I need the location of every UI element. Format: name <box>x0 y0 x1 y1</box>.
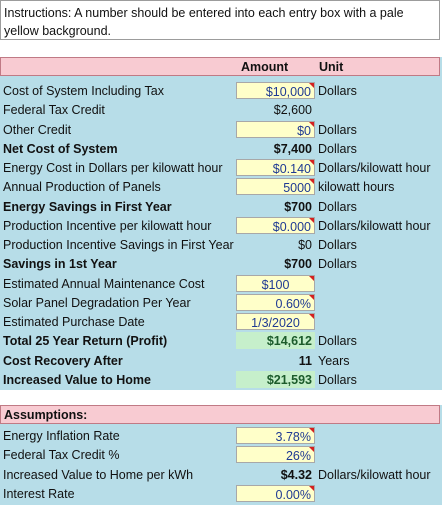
row-label: Interest Rate <box>3 486 75 501</box>
row-label: Energy Cost in Dollars per kilowatt hour <box>3 161 223 175</box>
row-increased-value <box>0 370 442 389</box>
row-other-credit <box>0 120 442 139</box>
row-cost-of-system <box>0 81 442 100</box>
row-unit: kilowatt hours <box>318 180 395 195</box>
production-incentive-input[interactable]: $0.000 <box>236 217 315 234</box>
row-unit: Dollars <box>318 122 357 137</box>
row-degradation <box>0 293 442 312</box>
row-unit: Dollars <box>318 84 357 98</box>
energy-savings-value: $700 <box>284 199 312 214</box>
row-purchase-date <box>0 312 442 331</box>
row-label: Production Incentive Savings in First Year <box>3 238 234 252</box>
calculator-header <box>0 57 440 76</box>
row-production-incentive <box>0 216 442 235</box>
row-maintenance-cost <box>0 274 442 293</box>
amount-header: Amount <box>241 60 289 74</box>
row-unit: Dollars <box>318 334 357 349</box>
row-annual-production <box>0 177 442 196</box>
assumptions-header <box>0 405 440 424</box>
row-unit: Years <box>318 353 350 368</box>
row-unit: Dollars/kilowatt hour <box>318 218 431 233</box>
row-label: Cost of System Including Tax <box>3 84 164 98</box>
row-label: Estimated Purchase Date <box>3 315 145 329</box>
row-unit: Dollars <box>318 141 357 156</box>
federal-tax-credit-value: $2,600 <box>273 103 312 118</box>
instructions-text: Instructions: A number should be entered into each entry box with a pale yellow background. <box>0 0 440 40</box>
row-federal-tax-credit <box>0 100 442 119</box>
row-label: Federal Tax Credit % <box>3 448 120 463</box>
row-federal-tax-percent <box>0 445 442 464</box>
energy-inflation-input[interactable]: 3.78% <box>236 427 315 444</box>
row-energy-inflation <box>0 426 442 445</box>
value-per-kwh-value: $4.32 <box>280 467 312 482</box>
row-savings-first-year <box>0 254 442 273</box>
incentive-savings-value: $0 <box>298 238 312 252</box>
purchase-date-input[interactable]: 1/3/2020 <box>236 313 315 330</box>
row-label: Energy Inflation Rate <box>3 429 120 443</box>
row-cost-recovery <box>0 351 442 370</box>
row-label: Estimated Annual Maintenance Cost <box>3 276 205 291</box>
calculator-panel <box>0 57 442 390</box>
cost-recovery-value: 11 <box>298 353 312 368</box>
row-unit: Dollars/kilowatt hour <box>318 467 431 482</box>
row-label: Annual Production of Panels <box>3 180 161 195</box>
maintenance-cost-input[interactable]: $100 <box>236 275 315 292</box>
federal-tax-percent-input[interactable]: 26% <box>236 446 315 463</box>
total-return-value: $14,612 <box>236 332 315 349</box>
row-unit: Dollars <box>318 372 357 387</box>
row-label: Net Cost of System <box>3 141 118 156</box>
other-credit-input[interactable]: $0 <box>236 121 315 138</box>
unit-header: Unit <box>319 60 344 74</box>
row-label: Savings in 1st Year <box>3 257 117 272</box>
energy-cost-input[interactable]: $0.140 <box>236 159 315 176</box>
row-label: Federal Tax Credit <box>3 103 105 118</box>
row-label: Increased Value to Home <box>3 372 151 387</box>
row-interest-rate <box>0 484 442 503</box>
increased-value-value: $21,593 <box>236 371 315 388</box>
row-label: Increased Value to Home per kWh <box>3 467 194 482</box>
annual-production-input[interactable]: 5000 <box>236 178 315 195</box>
row-unit: Dollars <box>318 257 357 272</box>
savings-first-year-value: $700 <box>284 257 312 272</box>
row-net-cost <box>0 139 442 158</box>
row-label: Production Incentive per kilowatt hour <box>3 218 212 233</box>
net-cost-value: $7,400 <box>273 141 312 156</box>
row-label: Cost Recovery After <box>3 353 123 368</box>
assumptions-title: Assumptions: <box>4 408 88 422</box>
row-value-per-kwh <box>0 465 442 484</box>
row-unit: Dollars <box>318 238 357 252</box>
row-total-return <box>0 331 442 350</box>
row-unit: Dollars <box>318 199 357 214</box>
row-label: Total 25 Year Return (Profit) <box>3 334 168 349</box>
assumptions-panel <box>0 405 442 505</box>
row-energy-savings <box>0 197 442 216</box>
interest-rate-input[interactable]: 0.00% <box>236 485 315 502</box>
row-incentive-savings <box>0 235 442 254</box>
row-unit: Dollars/kilowatt hour <box>318 161 431 175</box>
degradation-input[interactable]: 0.60% <box>236 294 315 311</box>
row-energy-cost <box>0 158 442 177</box>
row-label: Energy Savings in First Year <box>3 199 172 214</box>
row-label: Other Credit <box>3 122 72 137</box>
cost-of-system-input[interactable]: $10,000 <box>236 82 315 99</box>
row-label: Solar Panel Degradation Per Year <box>3 295 191 310</box>
